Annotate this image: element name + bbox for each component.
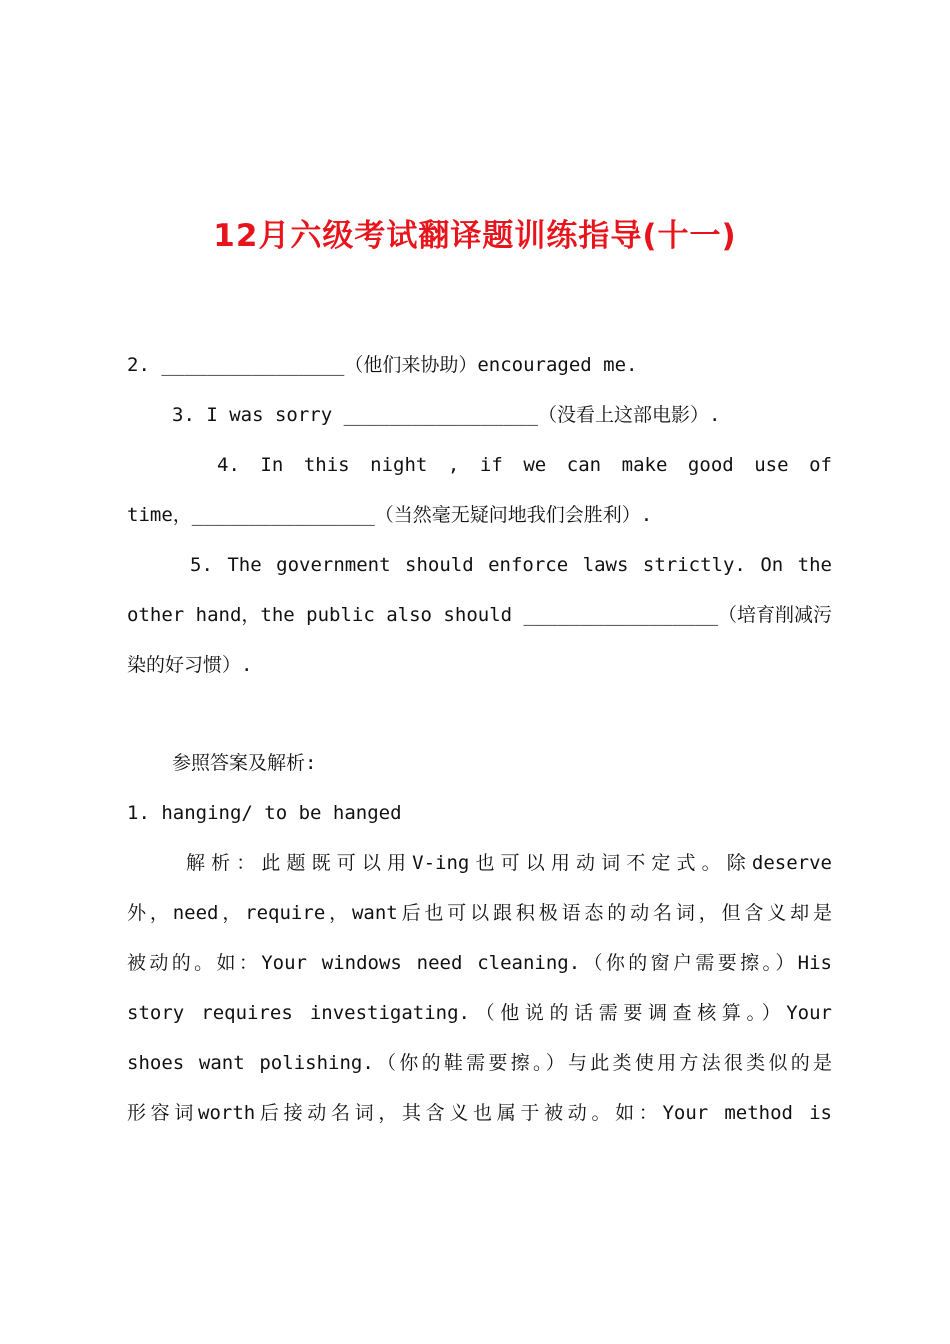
analysis-line-3: 被动的。如：Your windows need cleaning.（你的窗户需要擦。）His xyxy=(127,952,832,974)
answer-heading: 参照答案及解析: xyxy=(172,752,317,774)
analysis-line-4: story requires investigating.（他说的话需要调查核算。）Your xyxy=(127,1002,832,1024)
question-5-line-1: 5. The government should enforce laws strictly. On the xyxy=(190,554,832,576)
document-title: 12月六级考试翻译题训练指导(十一) xyxy=(213,218,737,254)
question-4-line-2: time，________________（当然毫无疑问地我们会胜利）. xyxy=(127,504,653,526)
question-2: 2. ________________（他们来协助）encouraged me. xyxy=(127,354,638,376)
analysis-line-6: 形容词worth后接动名词，其含义也属于被动。如：Your method is xyxy=(127,1102,832,1124)
question-3: 3. I was sorry _________________（没看上这部电影）. xyxy=(172,404,721,426)
analysis-line-2: 外，need，require，want后也可以跟积极语态的动名词，但含义却是 xyxy=(127,902,832,924)
question-4-line-1: 4. In this night , if we can make good use of xyxy=(217,454,832,476)
answer-1: 1. hanging/ to be hanged xyxy=(127,802,402,824)
question-5-line-3: 染的好习惯）. xyxy=(127,654,253,676)
analysis-line-5: shoes want polishing.（你的鞋需要擦。）与此类使用方法很类似的是 xyxy=(127,1052,832,1074)
question-5-line-2: other hand，the public also should _________________（培育削减污 xyxy=(127,604,832,626)
analysis-line-1: 解析：此题既可以用V-ing也可以用动词不定式。除deserve xyxy=(186,852,832,874)
